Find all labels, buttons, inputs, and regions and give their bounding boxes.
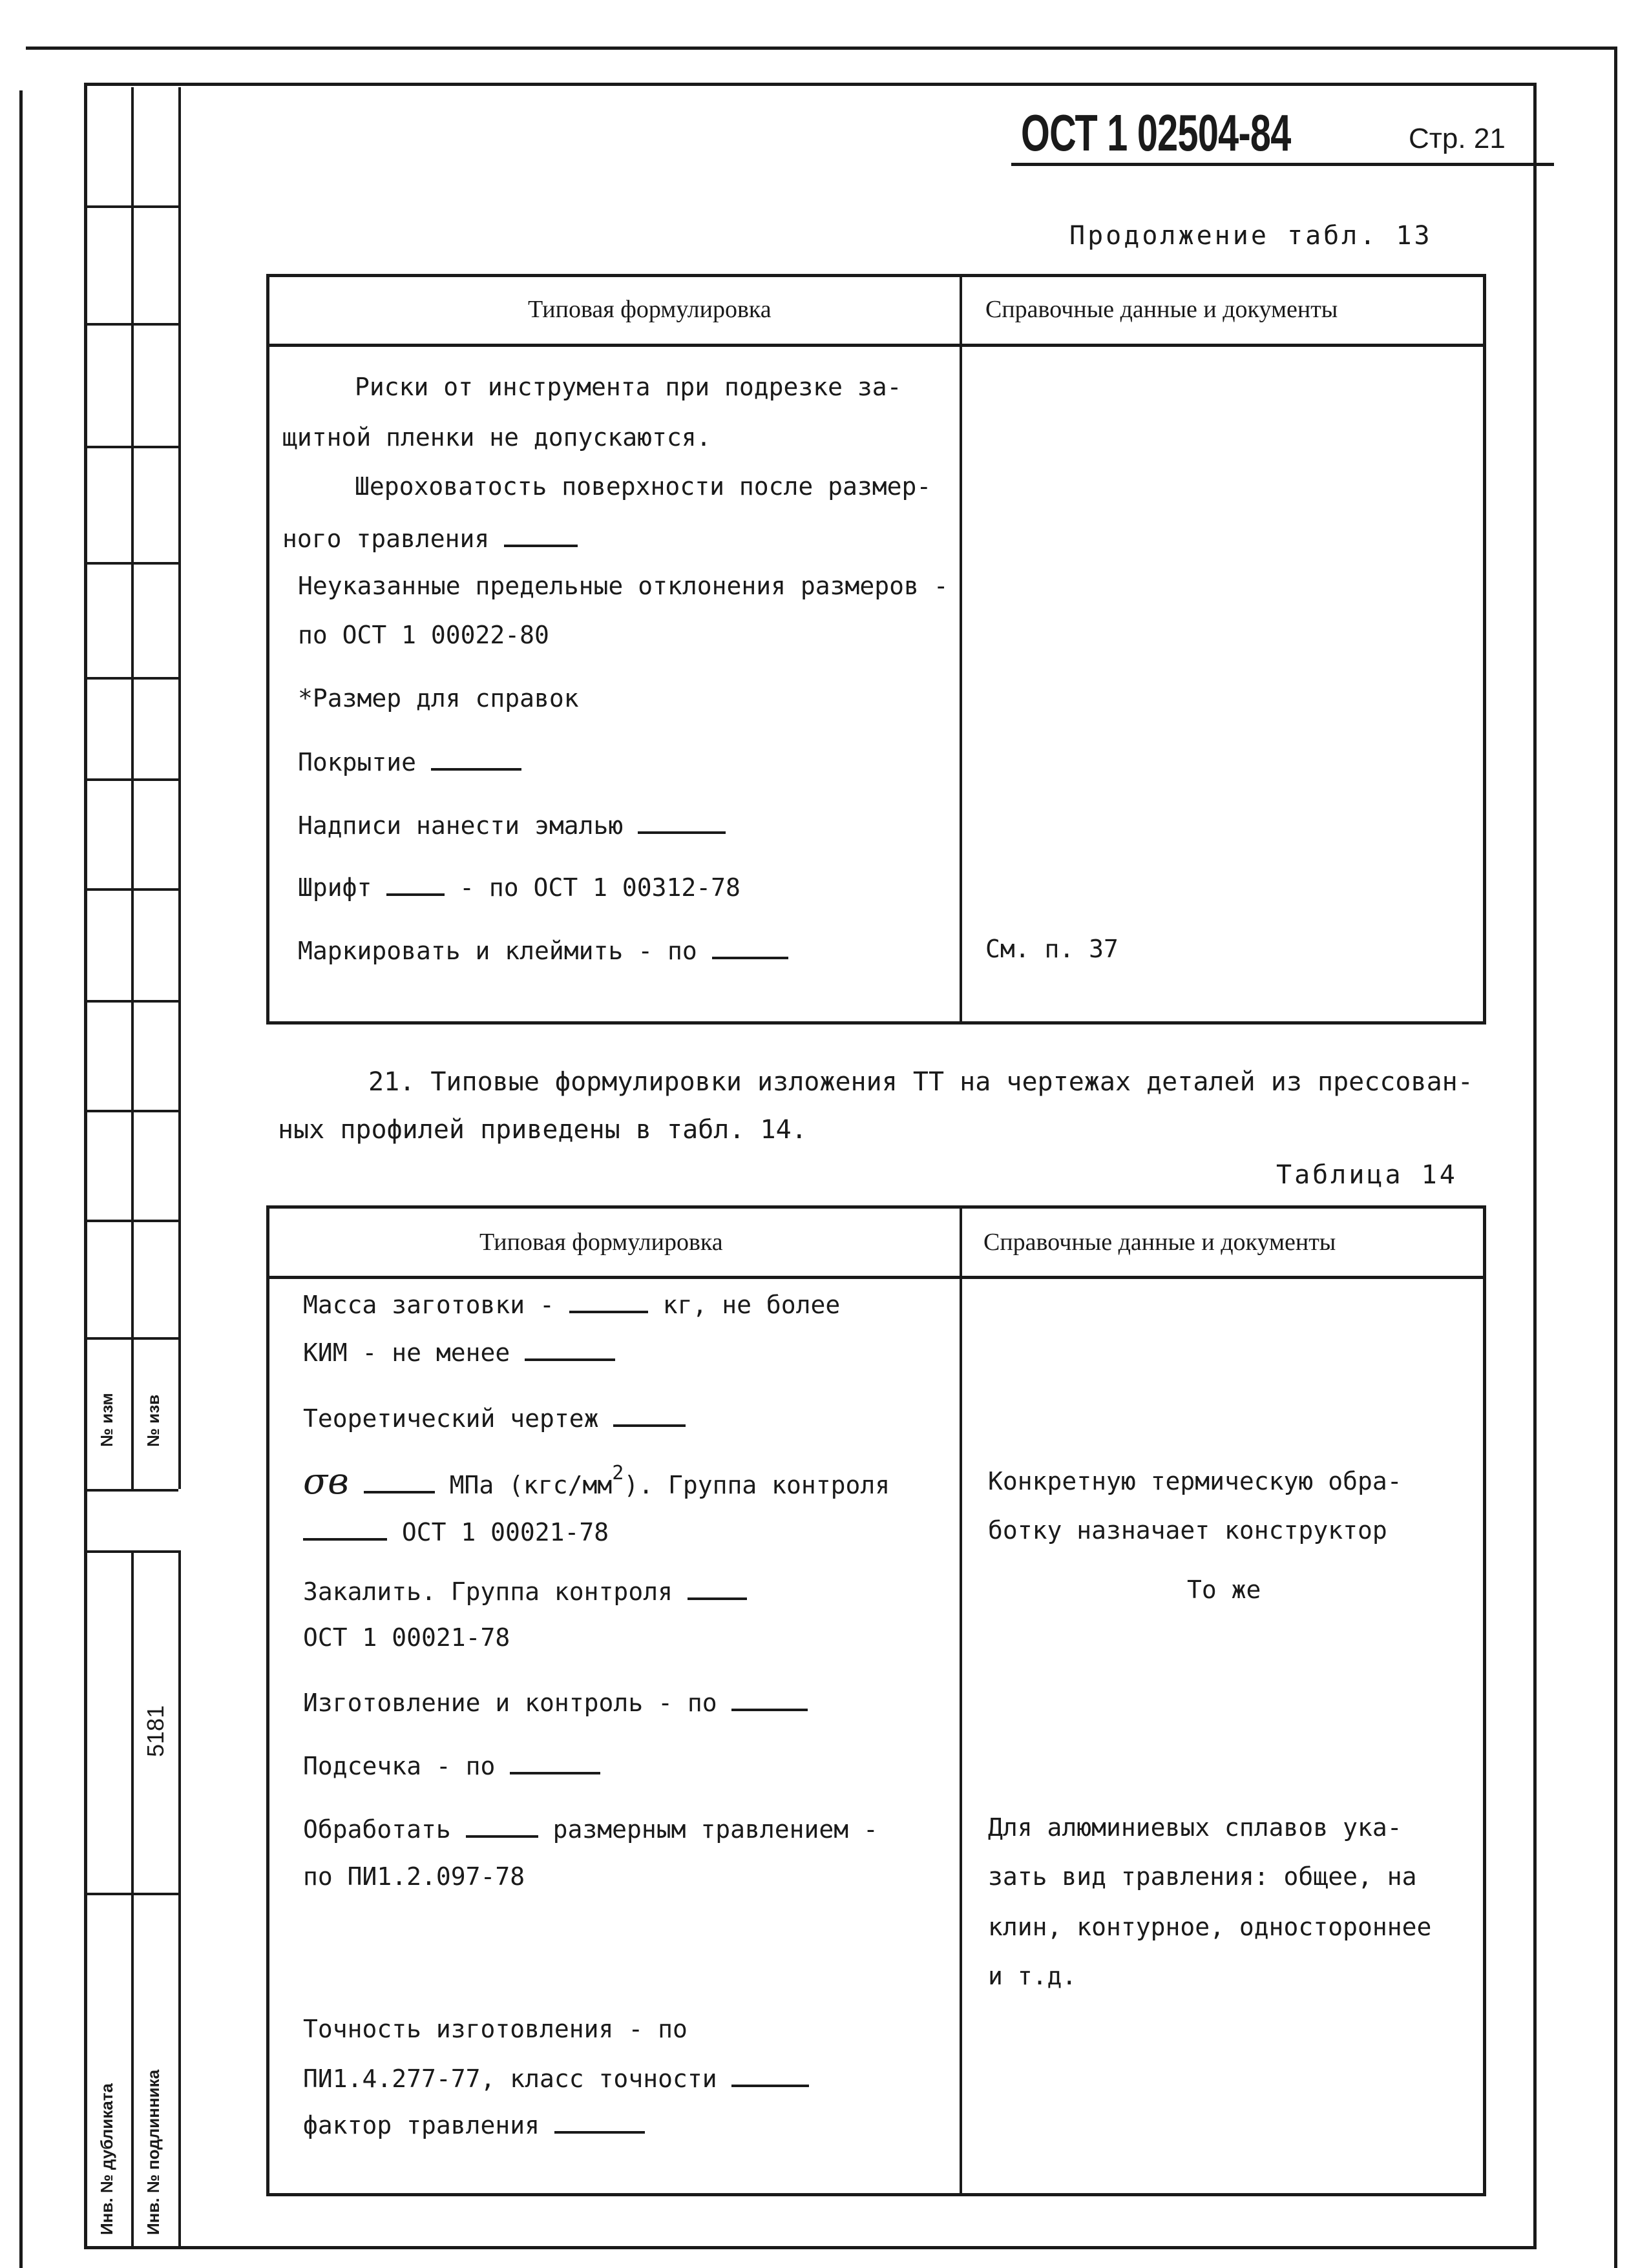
table14-text: Теоретический чертеж [303, 1402, 686, 1433]
fill-in-blank [638, 809, 726, 834]
fill-in-blank [554, 2109, 645, 2134]
table14-caption: Таблица 14 [1276, 1160, 1458, 1190]
fill-in-blank [731, 1687, 808, 1711]
rev-number-label: № изм [97, 1393, 116, 1447]
rev-notice-label: № изв [143, 1394, 163, 1447]
table13-text: Неуказанные предельные отклонения размеров - [298, 572, 949, 600]
table14-text: Масса заготовки - кг, не более [303, 1289, 840, 1319]
page-number: Стр. 21 [1409, 123, 1506, 154]
duplicate-inventory-label: Инв. № дубликата [97, 2083, 116, 2235]
fill-in-blank [525, 1337, 615, 1361]
table14-note: клин, контурное, одностороннее [988, 1913, 1432, 1941]
strip-cell-line [85, 1110, 178, 1112]
strip-divider-upper [131, 87, 134, 1489]
fill-in-blank [303, 1516, 387, 1541]
fill-in-blank [504, 523, 578, 547]
fill-in-blank [386, 871, 445, 896]
paragraph-21-line1: 21. Типовые формулировки изложения ТТ на чертежах деталей из прессован- [368, 1067, 1473, 1097]
original-inventory-number: 5181 [142, 1705, 169, 1757]
document-code: ОСТ 1 02504-84 [1021, 104, 1291, 161]
table13-text: Риски от инструмента при подрезке за- [355, 373, 902, 401]
strip-cell-line [85, 888, 178, 891]
table13-col1-header: Типовая формулировка [528, 296, 772, 323]
strip-cell-line [85, 1000, 178, 1003]
table13-text: Надписи нанести эмалью [298, 809, 726, 840]
strip-cell-line [85, 323, 178, 326]
fill-in-blank [569, 1289, 648, 1313]
table14-text: по ПИ1.2.097-78 [303, 1862, 525, 1891]
table14-note: зать вид травления: общее, на [988, 1862, 1417, 1891]
strip-edge-lower [178, 1550, 181, 2248]
table13 [266, 274, 1486, 1025]
strip-cell-line [85, 1893, 178, 1895]
strip-cell-line [85, 1489, 178, 1492]
table14-text: КИМ - не менее [303, 1337, 615, 1367]
fill-in-blank [466, 1813, 538, 1838]
table14-col2-header: Справочные данные и документы [983, 1229, 1336, 1256]
strip-cell-line [85, 562, 178, 565]
table14-text: ОСТ 1 00021-78 [303, 1516, 609, 1546]
strip-divider-lower [131, 1550, 134, 2248]
table14-text: Обработать размерным травлением - [303, 1813, 878, 1844]
table14-note: То же [1187, 1576, 1261, 1604]
table13-text: ного травления [282, 523, 578, 553]
fill-in-blank [712, 935, 788, 959]
table14-text: σв МПа $(кгс/мм^2)$. Группа контроля [303, 1461, 890, 1503]
table13-col2-header: Справочные данные и документы [985, 296, 1338, 323]
table14-text: Закалить. Группа контроля [303, 1576, 747, 1606]
strip-edge-upper [178, 87, 181, 1489]
fill-in-blank [431, 746, 521, 771]
fill-in-blank [688, 1576, 747, 1600]
table13-reference: См. п. 37 [985, 935, 1119, 963]
table14-col1-header: Типовая формулировка [479, 1229, 723, 1256]
table14-text: фактор травления [303, 2109, 645, 2139]
table14-text: ОСТ 1 00021-78 [303, 1623, 510, 1652]
table14-note: ботку назначает конструктор [988, 1516, 1387, 1545]
strip-cell-line [85, 446, 178, 448]
fill-in-blank [731, 2063, 809, 2087]
table13-column-divider [960, 277, 962, 1021]
strip-cell-line [85, 1220, 178, 1222]
table14-note: и т.д. [988, 1962, 1077, 1990]
table13-text: Покрытие [298, 746, 521, 776]
table13-text: Шероховатость поверхности после размер- [355, 472, 932, 501]
fill-in-blank [613, 1402, 686, 1427]
table13-text: *Размер для справок [298, 684, 579, 713]
table14-note: Конкретную термическую обра- [988, 1467, 1402, 1495]
strip-cell-line [85, 1337, 178, 1340]
strip-cell-line [85, 205, 178, 208]
table13-text: по ОСТ 1 00022-80 [298, 621, 549, 649]
strip-cell-line [85, 778, 178, 781]
original-inventory-label: Инв. № подлинника [143, 2069, 163, 2235]
table14-text: Изготовление и контроль - по [303, 1687, 808, 1717]
table13-caption: Продолжение табл. 13 [1069, 221, 1433, 251]
table13-text: Шрифт - по ОСТ 1 00312-78 [298, 871, 740, 902]
table14 [266, 1205, 1486, 2196]
table14-text: Точность изготовления - по [303, 2015, 688, 2043]
fill-in-blank [364, 1469, 435, 1493]
table14-text: ПИ1.4.277-77, класс точности [303, 2063, 809, 2093]
fill-in-blank [510, 1750, 600, 1774]
header-underline [1011, 163, 1554, 166]
table13-text: щитной пленки не допускаются. [282, 423, 711, 452]
table14-column-divider [960, 1209, 962, 2193]
outer-frame-top [26, 47, 1615, 50]
table13-text: Маркировать и клеймить - по [298, 935, 788, 965]
strip-cell-line [85, 677, 178, 680]
outer-frame-right [1614, 47, 1617, 2268]
table14-text: Подсечка - по [303, 1750, 600, 1780]
paragraph-21-line2: ных профилей приведены в табл. 14. [278, 1115, 807, 1145]
outer-frame-left [19, 90, 23, 2268]
sigma-symbol: σв [303, 1461, 349, 1503]
table14-note: Для алюминиевых сплавов ука- [988, 1813, 1402, 1842]
